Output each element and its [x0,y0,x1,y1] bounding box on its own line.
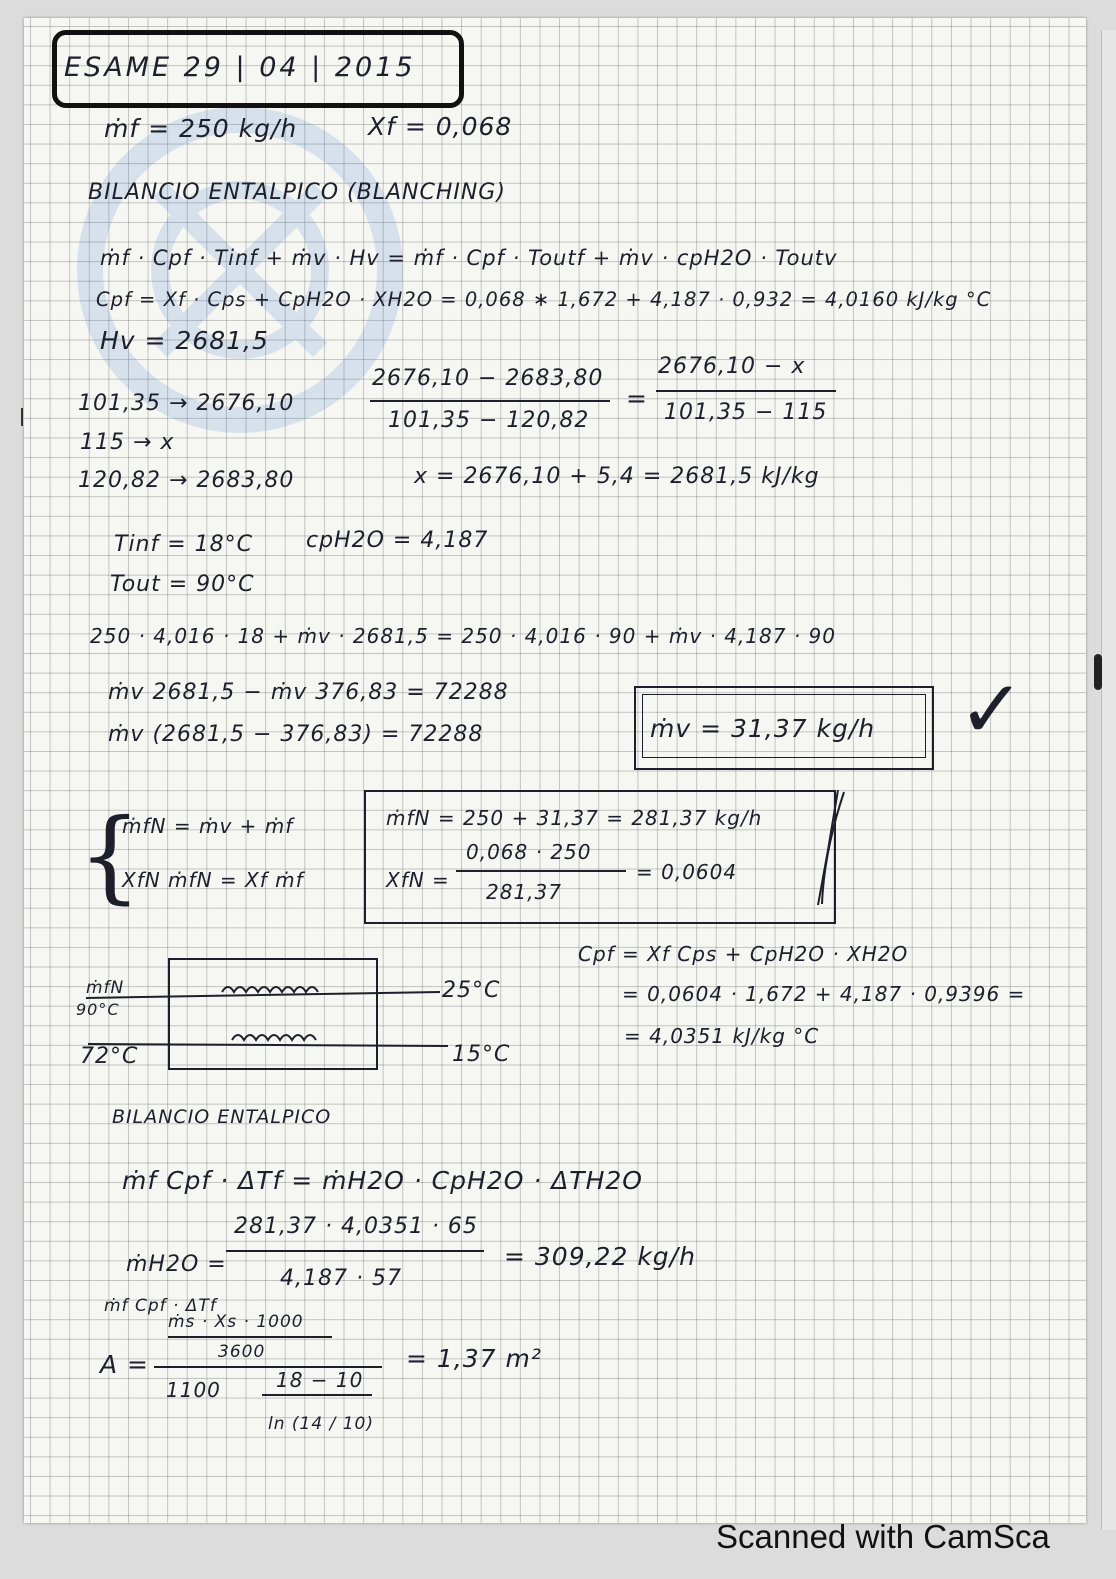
area-lmtd-numerator: 18 − 10 [276,1368,364,1392]
steam-equation-2: ṁv (2681,5 − 376,83) = 72288 [108,722,484,747]
interp-row-3: 120,82 → 2683,80 [78,468,295,493]
diagram-inlet-temp: 90°C [76,1000,120,1019]
feed-fraction: Xf = 0,068 [368,112,513,141]
area-coefficient: 1100 [166,1378,221,1402]
cpf-new-substitution: = 0,0604 · 1,672 + 4,187 · 0,9396 = [622,982,1026,1006]
cpf-new-equation: Cpf = Xf Cps + CpH2O · XH2O [578,942,909,966]
feed-rate: ṁf = 250 kg/h [104,114,298,143]
mass-balance-eq-2: XfN ṁfN = Xf ṁf [122,868,304,892]
check-mark-icon: ✓ [958,663,1026,756]
frac1-denominator: 101,35 − 120,82 [388,408,590,433]
water-flow-bar [226,1250,484,1252]
diagram-outlet-product-temp: 72°C [80,1044,139,1069]
area-numerator: ṁs · Xs · 1000 [168,1312,304,1332]
final-fraction-denominator: 281,37 [486,880,562,904]
frac-equals: = [626,384,648,413]
water-cp: cpH2O = 4,187 [306,528,489,553]
interp-row-1: 101,35 → 2676,10 [78,391,295,416]
diagram-water-out-temp: 25°C [442,978,501,1003]
cpf-equation: Cpf = Xf · Cps + CpH2O · XH2O = 0,068 ∗ 1,672 + 4,187 · 0,932 = 4,0160 kJ/kg °C [96,288,992,311]
final-fraction-result: = 0,0604 [636,860,738,884]
area-result: = 1,37 m² [406,1344,542,1373]
scan-footer: Scanned with CamSca [716,1518,1050,1555]
hv-value: Hv = 2681,5 [100,326,269,355]
frac2-denominator: 101,35 − 115 [664,400,828,425]
mass-balance-eq-1: ṁfN = ṁv + ṁf [122,814,294,838]
water-flow-label: ṁH2O = [126,1252,227,1277]
steam-equation-1: ṁv 2681,5 − ṁv 376,83 = 72288 [108,680,509,705]
inlet-temperature: Tinf = 18°C [114,532,254,557]
water-flow-denominator: 4,187 · 57 [280,1266,402,1291]
enthalpy-balance-equation: ṁf · Cpf · Tinf + ṁv · Hv = ṁf · Cpf · Toutf + ṁv · cpH2O · Toutv [100,246,838,270]
steam-flow-result: ṁv = 31,37 kg/h [650,714,876,743]
area-label: A = [100,1350,149,1379]
numeric-balance: 250 · 4,016 · 18 + ṁv · 2681,5 = 250 · 4,016 · 90 + ṁv · 4,187 · 90 [90,624,837,648]
interp-result: x = 2676,10 + 5,4 = 2681,5 kJ/kg [414,464,820,489]
area-inner-bar [168,1336,332,1338]
final-flow-result: ṁfN = 250 + 31,37 = 281,37 kg/h [386,806,763,830]
water-flow-numerator: 281,37 · 4,0351 · 65 [234,1214,478,1239]
area-top-note: ṁf Cpf · ΔTf [104,1296,217,1316]
frac2-numerator: 2676,10 − x [658,354,806,379]
final-fraction-label: XfN = [386,868,450,892]
diagram-feed-label: ṁfN [86,978,125,998]
system-brace: { [78,797,142,914]
section-title-blanching: BILANCIO ENTALPICO (BLANCHING) [88,180,506,205]
cooling-balance: ṁf Cpf · ΔTf = ṁH2O · CpH2O · ΔTH2O [122,1166,643,1195]
diagram-water-in-temp: 15°C [452,1042,511,1067]
cpf-new-result: = 4,0351 kJ/kg °C [624,1024,820,1048]
final-fraction-numerator: 0,068 · 250 [466,840,592,864]
exam-header: ESAME 29 | 04 | 2015 [64,52,416,83]
interp-row-2: 115 → x [80,430,175,455]
area-inner-denominator: 3600 [218,1342,266,1362]
area-lmtd-denominator: ln (14 / 10) [268,1414,374,1434]
area-lmtd-bar [262,1394,372,1396]
section-title-enthalpy: BILANCIO ENTALPICO [112,1106,332,1128]
frac1-numerator: 2676,10 − 2683,80 [372,366,604,391]
water-flow-result: = 309,22 kg/h [504,1242,696,1271]
outlet-temperature: Tout = 90°C [110,572,255,597]
